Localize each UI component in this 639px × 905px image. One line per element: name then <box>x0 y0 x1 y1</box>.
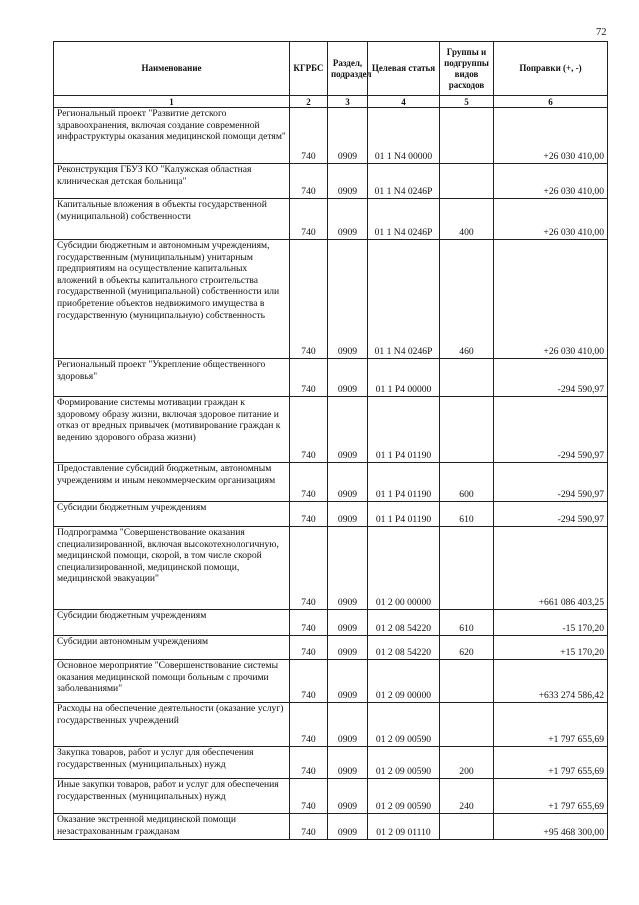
row-kgrbs: 740 <box>290 527 328 610</box>
table-row <box>54 703 608 747</box>
row-amount: +26 030 410,00 <box>494 240 608 359</box>
row-amount: +15 170,20 <box>494 636 608 660</box>
table-row <box>54 240 608 359</box>
column-number-row <box>54 96 608 108</box>
row-target: 01 2 09 00000 <box>368 660 440 703</box>
row-kgrbs: 740 <box>290 814 328 840</box>
row-kgrbs: 740 <box>290 747 328 779</box>
row-name: Формирование системы мотивации граждан к здоровому образу жизни, включая здоровое питание и отказ от вредных привычек (мотивирование граждан к ведению здорового образа жизни) <box>54 397 290 463</box>
row-target: 01 2 09 00590 <box>368 747 440 779</box>
header-section: Раздел, подраздел <box>328 42 368 96</box>
header-amendments: Поправки (+, -) <box>494 42 608 96</box>
row-kgrbs: 740 <box>290 660 328 703</box>
row-name: Оказание экстренной медицинской помощи незастрахованным гражданам <box>54 814 290 840</box>
row-group: 240 <box>440 779 494 814</box>
row-amount: +26 030 410,00 <box>494 164 608 199</box>
row-target: 01 2 09 00590 <box>368 779 440 814</box>
row-section: 0909 <box>328 527 368 610</box>
row-section: 0909 <box>328 463 368 502</box>
row-amount: +633 274 586,42 <box>494 660 608 703</box>
column-number: 1 <box>54 96 290 108</box>
row-target: 01 2 09 01110 <box>368 814 440 840</box>
row-section: 0909 <box>328 610 368 636</box>
row-group <box>440 397 494 463</box>
row-section: 0909 <box>328 703 368 747</box>
row-amount: +1 797 655,69 <box>494 747 608 779</box>
row-group: 620 <box>440 636 494 660</box>
table-row <box>54 359 608 397</box>
table-row <box>54 814 608 840</box>
row-kgrbs: 740 <box>290 108 328 164</box>
row-kgrbs: 740 <box>290 610 328 636</box>
row-group: 460 <box>440 240 494 359</box>
row-name: Субсидии бюджетным учреждениям <box>54 502 290 527</box>
row-section: 0909 <box>328 660 368 703</box>
row-name: Региональный проект "Развитие детского здравоохранения, включая создание современной инфраструктуры оказания медицинской помощи детям" <box>54 108 290 164</box>
row-name: Субсидии бюджетным и автономным учреждениям, государственным (муниципальным) унитарным предприятиям на осуществление капитальных вложений в объекты капитального строительства государственной (муниципальной) собственности или приобретение объектов недвижимого имущества в государственную (муниципальную) собственность <box>54 240 290 359</box>
row-group: 610 <box>440 610 494 636</box>
row-amount: +26 030 410,00 <box>494 108 608 164</box>
table-row <box>54 779 608 814</box>
row-section: 0909 <box>328 502 368 527</box>
row-group <box>440 660 494 703</box>
row-amount: -294 590,97 <box>494 359 608 397</box>
row-name: Реконструкция ГБУЗ КО "Калужская областная клиническая детская больница" <box>54 164 290 199</box>
row-amount: +661 086 403,25 <box>494 527 608 610</box>
table-row <box>54 527 608 610</box>
budget-amendments-table <box>53 41 608 840</box>
row-section: 0909 <box>328 779 368 814</box>
row-name: Субсидии бюджетным учреждениям <box>54 610 290 636</box>
table-row <box>54 397 608 463</box>
row-name: Закупка товаров, работ и услуг для обеспечения государственных (муниципальных) нужд <box>54 747 290 779</box>
row-name: Региональный проект "Укрепление общественного здоровья" <box>54 359 290 397</box>
column-number: 3 <box>328 96 368 108</box>
row-group <box>440 359 494 397</box>
row-kgrbs: 740 <box>290 359 328 397</box>
row-kgrbs: 740 <box>290 164 328 199</box>
row-group <box>440 703 494 747</box>
row-target: 01 2 08 54220 <box>368 636 440 660</box>
row-target: 01 1 N4 0246P <box>368 240 440 359</box>
row-name: Расходы на обеспечение деятельности (оказание услуг) государственных учреждений <box>54 703 290 747</box>
header-groups: Группы и подгруппы видов расходов <box>440 42 494 96</box>
row-section: 0909 <box>328 359 368 397</box>
table-row <box>54 108 608 164</box>
row-name: Подпрограмма "Совершенствование оказания специализированной, включая высокотехнологичную, медицинской помощи, скорой, в том числе скорой специализированной, медицинской помощи, медицинской эвакуации" <box>54 527 290 610</box>
row-kgrbs: 740 <box>290 463 328 502</box>
row-name: Предоставление субсидий бюджетным, автономным учреждениям и иным некоммерческим организациям <box>54 463 290 502</box>
row-section: 0909 <box>328 164 368 199</box>
row-group: 400 <box>440 199 494 240</box>
page-number: 72 <box>596 27 607 38</box>
row-target: 01 1 P4 01190 <box>368 502 440 527</box>
row-target: 01 1 P4 00000 <box>368 359 440 397</box>
row-section: 0909 <box>328 240 368 359</box>
row-section: 0909 <box>328 747 368 779</box>
row-kgrbs: 740 <box>290 703 328 747</box>
row-amount: -294 590,97 <box>494 463 608 502</box>
table-row <box>54 747 608 779</box>
row-target: 01 1 N4 0246P <box>368 199 440 240</box>
row-amount: +1 797 655,69 <box>494 703 608 747</box>
row-section: 0909 <box>328 636 368 660</box>
table-row <box>54 164 608 199</box>
table-row <box>54 610 608 636</box>
row-group <box>440 164 494 199</box>
row-group: 600 <box>440 463 494 502</box>
row-section: 0909 <box>328 108 368 164</box>
row-amount: +95 468 300,00 <box>494 814 608 840</box>
row-group: 610 <box>440 502 494 527</box>
column-number: 2 <box>290 96 328 108</box>
column-number: 6 <box>494 96 608 108</box>
table-row <box>54 199 608 240</box>
row-section: 0909 <box>328 199 368 240</box>
row-group: 200 <box>440 747 494 779</box>
row-group <box>440 108 494 164</box>
header-target: Целевая статья <box>368 42 440 96</box>
row-name: Субсидии автономным учреждениям <box>54 636 290 660</box>
table-header-row <box>54 42 608 96</box>
column-number: 5 <box>440 96 494 108</box>
table-row <box>54 660 608 703</box>
row-kgrbs: 740 <box>290 199 328 240</box>
row-kgrbs: 740 <box>290 636 328 660</box>
row-kgrbs: 740 <box>290 240 328 359</box>
row-group <box>440 527 494 610</box>
row-name: Капитальные вложения в объекты государственной (муниципальной) собственности <box>54 199 290 240</box>
row-kgrbs: 740 <box>290 779 328 814</box>
table-row <box>54 636 608 660</box>
row-target: 01 2 00 00000 <box>368 527 440 610</box>
row-section: 0909 <box>328 814 368 840</box>
row-target: 01 1 P4 01190 <box>368 463 440 502</box>
row-amount: +1 797 655,69 <box>494 779 608 814</box>
row-section: 0909 <box>328 397 368 463</box>
row-target: 01 1 P4 01190 <box>368 397 440 463</box>
header-kgrbs: КГРБС <box>290 42 328 96</box>
row-name: Основное мероприятие "Совершенствование системы оказания медицинской помощи больным с прочими заболеваниями" <box>54 660 290 703</box>
header-name: Наименование <box>54 42 290 96</box>
row-kgrbs: 740 <box>290 397 328 463</box>
table-row <box>54 463 608 502</box>
row-group <box>440 814 494 840</box>
row-kgrbs: 740 <box>290 502 328 527</box>
row-name: Иные закупки товаров, работ и услуг для обеспечения государственных (муниципальных) нужд <box>54 779 290 814</box>
row-amount: +26 030 410,00 <box>494 199 608 240</box>
row-target: 01 2 09 00590 <box>368 703 440 747</box>
table-row <box>54 502 608 527</box>
row-target: 01 1 N4 0246P <box>368 164 440 199</box>
row-amount: -294 590,97 <box>494 397 608 463</box>
row-amount: -15 170,20 <box>494 610 608 636</box>
row-target: 01 1 N4 00000 <box>368 108 440 164</box>
row-target: 01 2 08 54220 <box>368 610 440 636</box>
column-number: 4 <box>368 96 440 108</box>
row-amount: -294 590,97 <box>494 502 608 527</box>
